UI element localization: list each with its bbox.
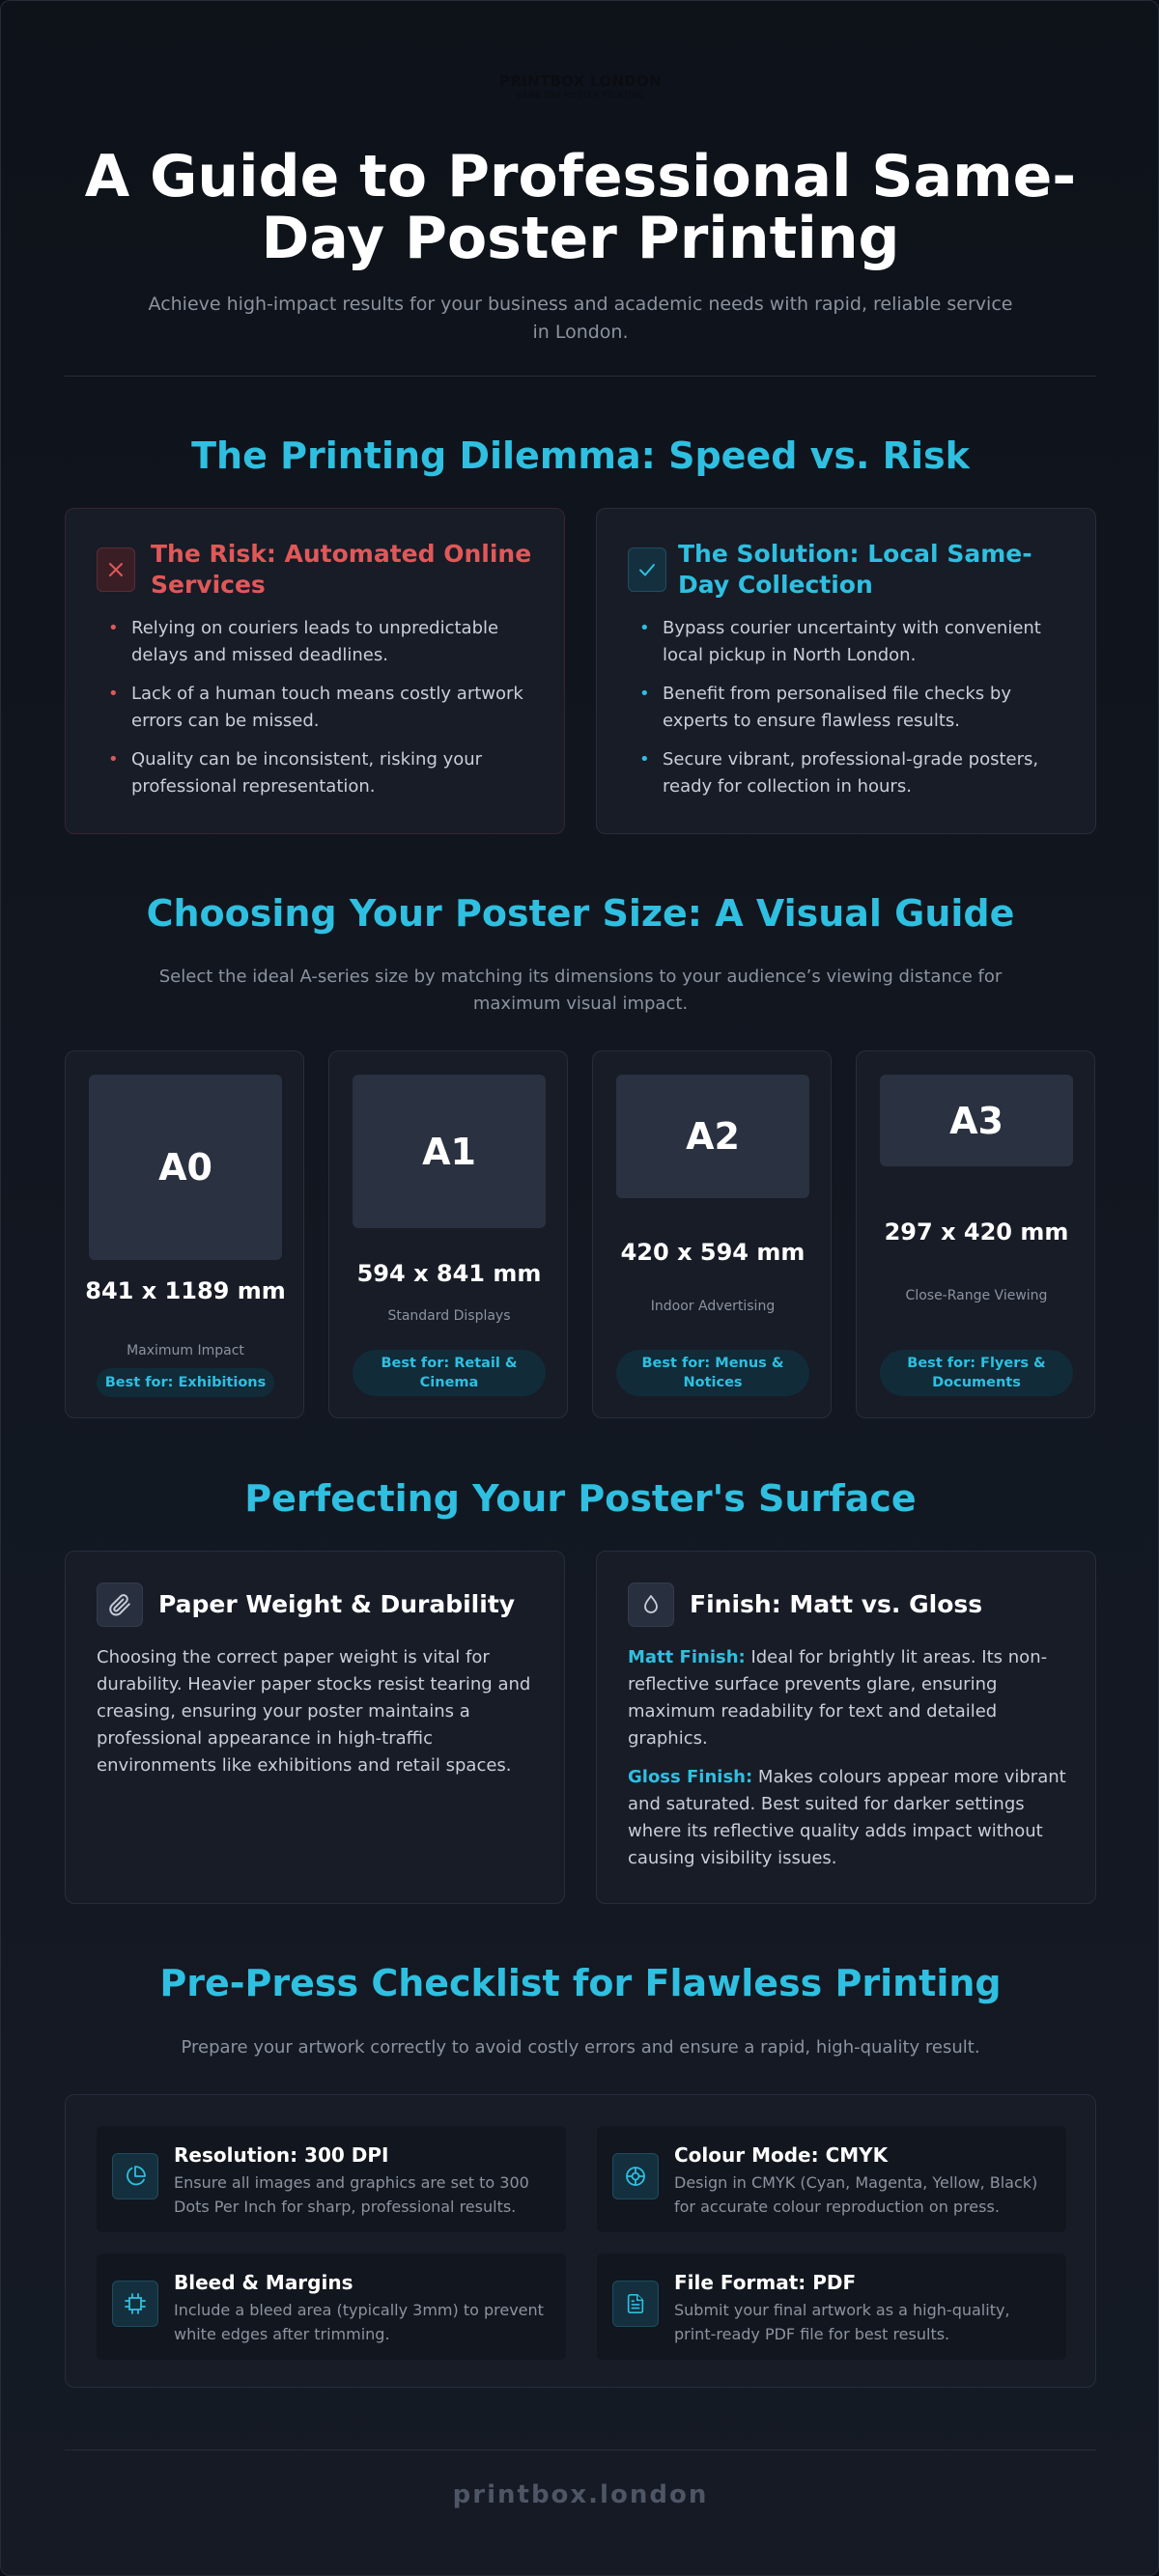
checklist-item-colour-mode [597, 2126, 1066, 2232]
sizes-description: Select the ideal A-series size by matching its dimensions to your audience’s viewing distance for maximum visual impact. [158, 966, 1003, 1014]
paper-weight-title: Paper Weight & Durability [158, 1590, 516, 1618]
matt-finish-label: Matt Finish: [628, 1647, 746, 1667]
brand-name: PRINTBOX LONDON [499, 72, 662, 90]
size-card-a1 [328, 1050, 568, 1418]
paperclip-icon [97, 1582, 143, 1627]
section-heading-checklist: Pre-Press Checklist for Flawless Printing [159, 1962, 1002, 2004]
risk-card [65, 508, 565, 834]
size-dimensions: 841 x 1189 mm [85, 1277, 286, 1304]
file-icon [612, 2281, 659, 2327]
checklist-panel [65, 2094, 1096, 2388]
checklist-item-resolution [97, 2126, 566, 2232]
size-card-a3 [856, 1050, 1095, 1418]
checklist-text: Ensure all images and graphics are set to 300 Dots Per Inch for sharp, professional results. [174, 2173, 529, 2216]
x-icon [97, 547, 135, 592]
size-card-a0 [65, 1050, 304, 1418]
brand-logo [1, 72, 1159, 100]
best-for-badge: Best for: Flyers & Documents [880, 1350, 1073, 1396]
solution-title: The Solution: Local Same-Day Collection [678, 540, 1032, 599]
finish-title: Finish: Matt vs. Gloss [690, 1590, 983, 1618]
paper-weight-card [65, 1551, 565, 1904]
gloss-finish-text: Gloss Finish: Makes colours appear more vibrant and saturated. Best suited for darker settings where its reflective quality adds impact without causing visibility issues. [628, 1767, 1066, 1868]
list-item: • Bypass courier uncertainty with convenient local pickup in North London. [639, 615, 1074, 669]
divider [65, 376, 1096, 377]
checklist-title: Bleed & Margins [174, 2271, 353, 2294]
gloss-finish-label: Gloss Finish: [628, 1767, 753, 1787]
best-for-badge: Best for: Retail & Cinema [353, 1350, 546, 1396]
section-heading-dilemma: The Printing Dilemma: Speed vs. Risk [191, 434, 970, 477]
footer-site-link[interactable]: printbox.london [452, 2480, 709, 2509]
pie-chart-icon [112, 2153, 158, 2199]
checklist-title: File Format: PDF [674, 2271, 857, 2294]
bleed-icon [112, 2281, 158, 2327]
list-item: • Secure vibrant, professional-grade posters, ready for collection in hours. [639, 746, 1074, 800]
size-use: Standard Displays [387, 1308, 511, 1324]
size-preview: A3 [880, 1075, 1073, 1166]
droplet-icon [628, 1582, 674, 1627]
size-use: Indoor Advertising [650, 1299, 776, 1314]
size-dimensions: 594 x 841 mm [356, 1260, 542, 1287]
size-preview: A2 [616, 1075, 809, 1198]
list-item: • Benefit from personalised file checks by experts to ensure flawless results. [639, 681, 1074, 735]
list-item: • Lack of a human touch means costly artwork errors can be missed. [108, 681, 533, 735]
size-preview: A0 [89, 1075, 282, 1260]
size-dimensions: 420 x 594 mm [620, 1239, 806, 1266]
color-wheel-icon [612, 2153, 659, 2199]
risk-title: The Risk: Automated Online Services [151, 540, 532, 599]
best-for-badge: Best for: Exhibitions [97, 1368, 274, 1397]
size-card-a2 [592, 1050, 832, 1418]
size-use: Close-Range Viewing [905, 1288, 1048, 1303]
brand-tagline: SAME DAY POSTER PRINTING [516, 91, 645, 100]
paper-weight-body: Choosing the correct paper weight is vital for durability. Heavier paper stocks resist tearing and creasing, ensuring your poster maintains a professional appearance in high-traffic environments like exhibitions and retail spaces. [97, 1647, 531, 1776]
size-dimensions: 297 x 420 mm [884, 1218, 1069, 1246]
check-icon [628, 547, 666, 592]
list-item: • Relying on couriers leads to unpredictable delays and missed deadlines. [108, 615, 533, 669]
solution-list [639, 615, 1074, 812]
size-preview: A1 [353, 1075, 546, 1228]
checklist-title: Resolution: 300 DPI [174, 2143, 389, 2167]
checklist-text: Submit your final artwork as a high-quality, print-ready PDF file for best results. [674, 2301, 1010, 2343]
section-heading-sizes: Choosing Your Poster Size: A Visual Guide [146, 892, 1015, 935]
matt-finish-text: Matt Finish: Ideal for brightly lit areas. Its non-reflective surface prevents glare, ensuring maximum readability for text and detailed graphics. [628, 1647, 1048, 1749]
solution-card [596, 508, 1096, 834]
size-use: Maximum Impact [127, 1343, 244, 1358]
checklist-item-file-format [597, 2254, 1066, 2360]
checklist-title: Colour Mode: CMYK [674, 2143, 889, 2167]
finish-card [596, 1551, 1096, 1904]
page-title: A Guide to Professional Same-Day Poster Printing [84, 143, 1077, 272]
page-subtitle: Achieve high-impact results for your business and academic needs with rapid, reliable service in London. [148, 294, 1013, 343]
section-heading-surface: Perfecting Your Poster's Surface [244, 1477, 917, 1520]
checklist-text: Include a bleed area (typically 3mm) to prevent white edges after trimming. [174, 2301, 544, 2343]
risk-list [108, 615, 533, 812]
checklist-description: Prepare your artwork correctly to avoid costly errors and ensure a rapid, high-quality result. [181, 2037, 980, 2058]
checklist-text: Design in CMYK (Cyan, Magenta, Yellow, Black) for accurate colour reproduction on press. [674, 2173, 1038, 2216]
best-for-badge: Best for: Menus & Notices [616, 1350, 809, 1396]
checklist-item-bleed [97, 2254, 566, 2360]
list-item: • Quality can be inconsistent, risking your professional representation. [108, 746, 533, 800]
